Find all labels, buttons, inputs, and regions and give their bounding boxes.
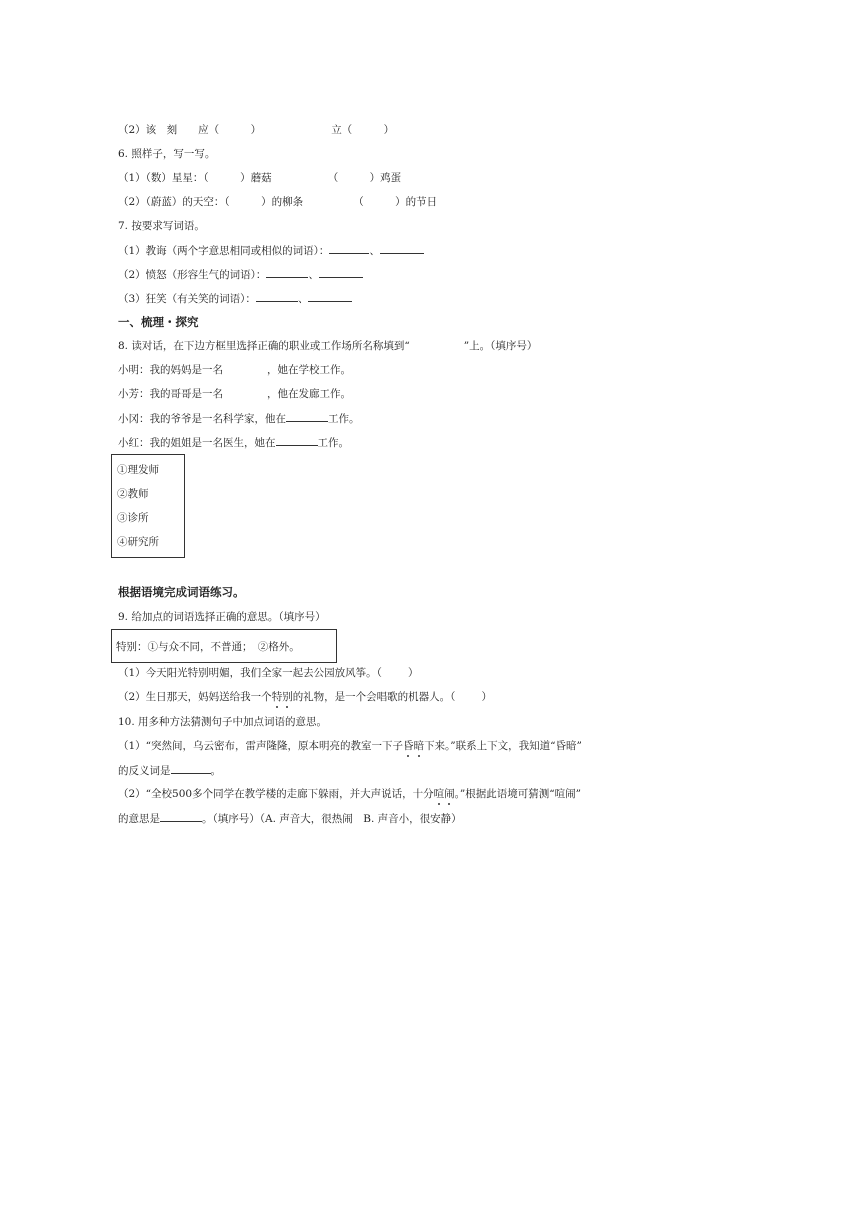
option-item: ②教师 xyxy=(117,488,149,500)
dotted-char: 喧 xyxy=(433,788,445,800)
answer-blank[interactable] xyxy=(256,291,298,302)
answer-blank[interactable] xyxy=(276,435,318,446)
answer-blank[interactable] xyxy=(160,811,202,822)
answer-blank[interactable] xyxy=(266,267,308,278)
option-item: ③诊所 xyxy=(117,512,149,524)
meaning-text: 特别：①与众不同，不普通； ②格外。 xyxy=(116,641,300,653)
section-heading-2: 根据语境完成词语练习。 xyxy=(118,585,245,599)
line-q6-2: （2）（蔚蓝）的天空：（ ）的柳条 （ ）的节日 xyxy=(118,196,438,208)
question-6: 6. 照样子，写一写。 xyxy=(118,148,216,160)
line-q7-2: （2）愤怒（形容生气的词语）： 、 xyxy=(118,267,363,282)
option-item: ①理发师 xyxy=(117,464,159,476)
line-q7-3: （3）狂笑（有关笑的词语）： 、 xyxy=(118,291,352,306)
question-10: 10. 用多种方法猜测句子中加点词语的意思。 xyxy=(118,716,328,728)
question-7: 7. 按要求写词语。 xyxy=(118,220,205,232)
line-q8-4: 小红：我的姐姐是一名医生，她在 工作。 xyxy=(118,437,349,449)
line-q6-1: （1）（数）星星：（ ）蘑菇 （ ）鸡蛋 xyxy=(118,172,402,184)
line-q9-2: （2）生日那天，妈妈送给我一个特别的礼物，是一个会唱歌的机器人。（ ） xyxy=(118,691,492,703)
line-q7-1: （1）教诲（两个字意思相同或相似的词语）： 、 xyxy=(118,243,424,258)
option-item: ④研究所 xyxy=(117,536,159,548)
dotted-char: 暗 xyxy=(413,740,425,752)
dotted-char: 闹 xyxy=(444,788,455,800)
line-q8-2: 小芳：我的哥哥是一名 ，他在发廊工作。 xyxy=(118,388,351,400)
dotted-char: 别 xyxy=(282,691,293,703)
line-q10-1b: 的反义词是 。 xyxy=(118,765,221,777)
line-q10-1: （1）“突然间，乌云密布，雷声隆隆，原本明亮的教室一下子昏暗下来。”联系上下文，我知道“昏暗” xyxy=(118,740,582,752)
line-q9-1: （1）今天阳光特别明媚，我们全家一起去公园放风筝。（ ） xyxy=(118,667,419,679)
line-q8-1: 小明：我的妈妈是一名 ，她在学校工作。 xyxy=(118,364,351,376)
line-q5-2: （2）该 刻 应（ ） 立（ ） xyxy=(118,124,395,136)
dotted-char: 昏 xyxy=(403,740,414,752)
answer-blank[interactable] xyxy=(380,243,424,254)
line-q10-2b: 的意思是 。（填序号）（A. 声音大，很热闹 B. 声音小，很安静） xyxy=(118,813,462,825)
line-q10-2: （2）“全校500多个同学在教学楼的走廊下躲雨，并大声说话，十分喧闹。”根据此语境可猜测“喧闹” xyxy=(118,788,581,800)
question-8: 8. 读对话，在下边方框里选择正确的职业或工作场所名称填到“ ”上。（填序号） xyxy=(118,340,538,352)
answer-blank[interactable] xyxy=(171,763,211,774)
answer-blank[interactable] xyxy=(319,267,363,278)
answer-blank[interactable] xyxy=(329,243,369,254)
dotted-char: 特 xyxy=(271,691,283,703)
options-box xyxy=(111,454,185,558)
question-9: 9. 给加点的词语选择正确的意思。（填序号） xyxy=(118,611,326,623)
section-heading-1: 一、梳理・探究 xyxy=(118,315,199,329)
meaning-box xyxy=(111,629,337,663)
line-q8-3: 小冈：我的爷爷是一名科学家，他在 工作。 xyxy=(118,413,360,425)
answer-blank[interactable] xyxy=(308,291,352,302)
answer-blank[interactable] xyxy=(286,411,328,422)
